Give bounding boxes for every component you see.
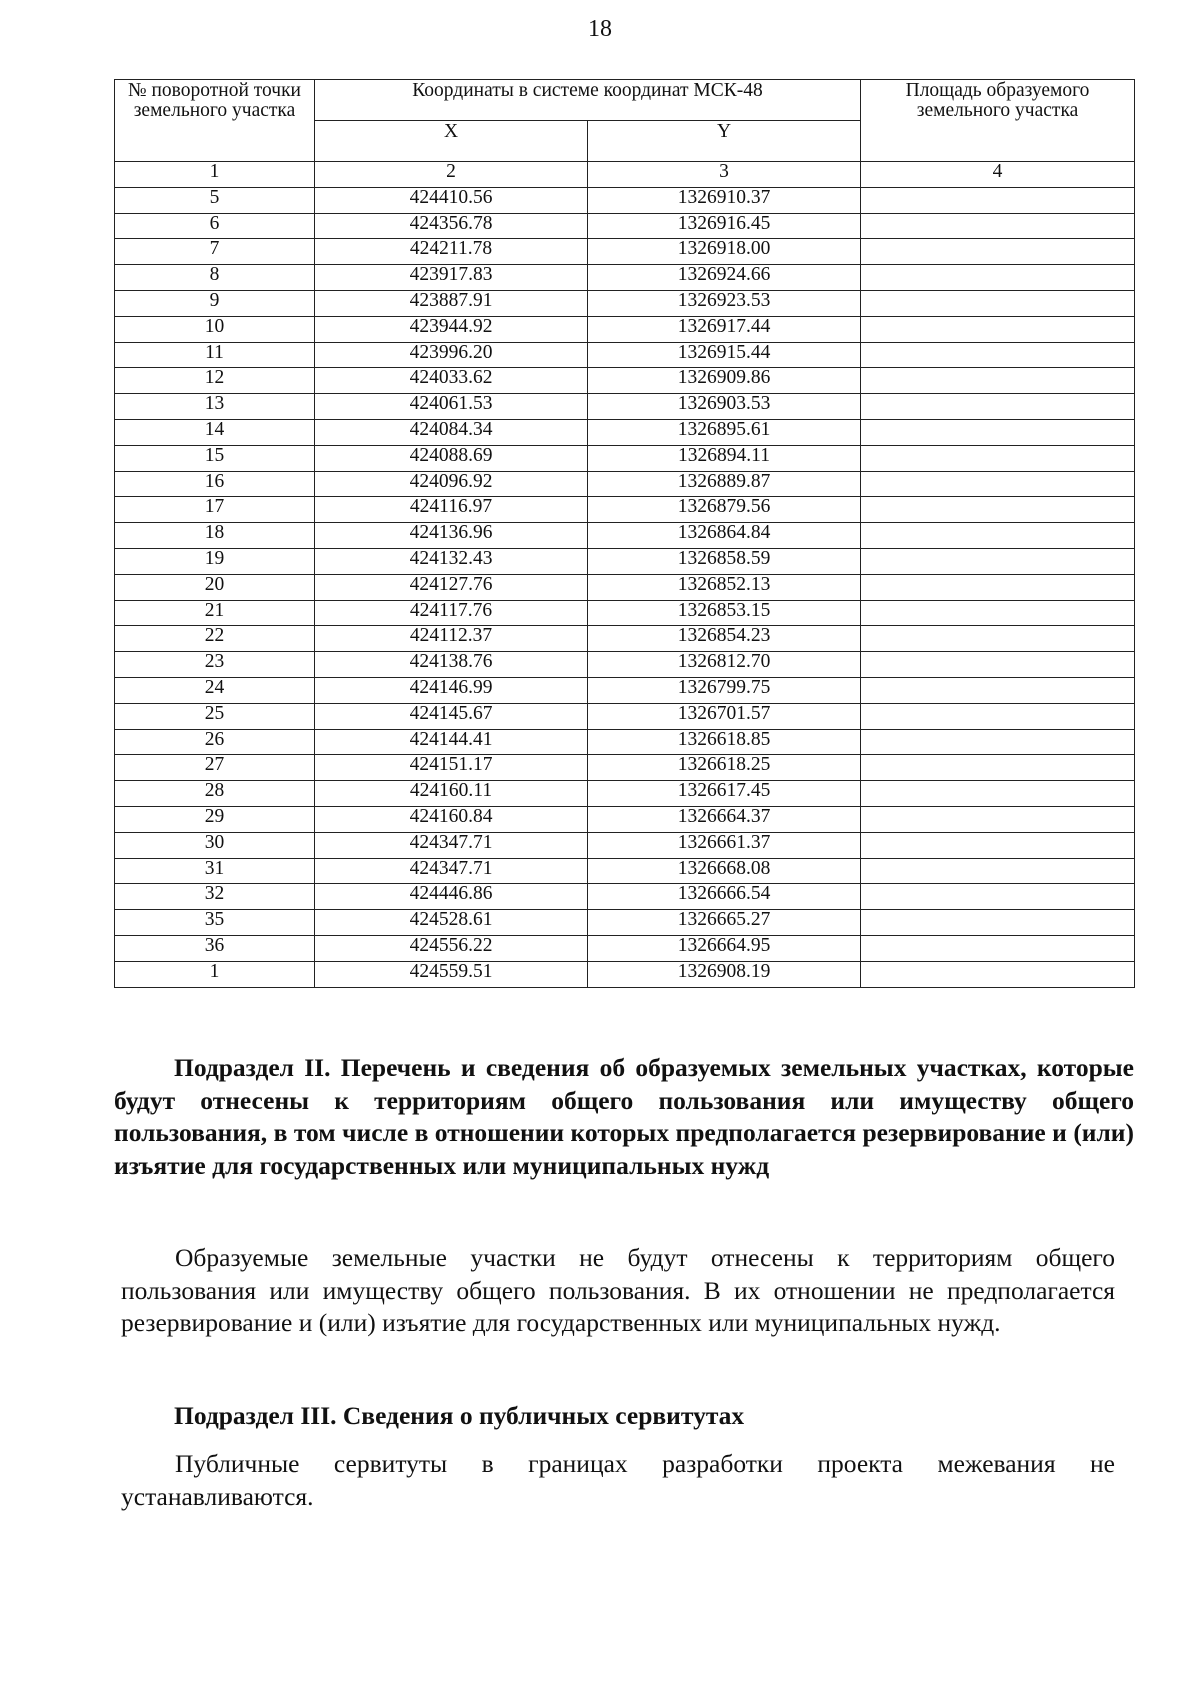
cell-y: 1326858.59	[588, 548, 861, 574]
column-number: 4	[861, 162, 1135, 188]
cell-point: 28	[115, 781, 315, 807]
cell-point: 17	[115, 497, 315, 523]
cell-area	[861, 755, 1135, 781]
cell-x: 423887.91	[315, 290, 588, 316]
cell-y: 1326894.11	[588, 445, 861, 471]
cell-point: 21	[115, 600, 315, 626]
cell-y: 1326915.44	[588, 342, 861, 368]
cell-area	[861, 213, 1135, 239]
cell-y: 1326618.25	[588, 755, 861, 781]
table-row	[115, 910, 1135, 936]
cell-y: 1326852.13	[588, 574, 861, 600]
cell-point: 9	[115, 290, 315, 316]
cell-y: 1326666.54	[588, 884, 861, 910]
table-row	[115, 290, 1135, 316]
cell-area	[861, 239, 1135, 265]
cell-area	[861, 187, 1135, 213]
cell-point: 7	[115, 239, 315, 265]
column-number: 1	[115, 162, 315, 188]
cell-point: 13	[115, 394, 315, 420]
cell-y: 1326909.86	[588, 368, 861, 394]
cell-point: 20	[115, 574, 315, 600]
cell-point: 8	[115, 265, 315, 291]
header-point-number: № поворотной точки земельного участка	[115, 80, 315, 162]
cell-point: 1	[115, 961, 315, 987]
column-number-row	[115, 162, 1135, 188]
cell-point: 32	[115, 884, 315, 910]
column-number: 2	[315, 162, 588, 188]
cell-point: 23	[115, 652, 315, 678]
cell-point: 35	[115, 910, 315, 936]
cell-y: 1326903.53	[588, 394, 861, 420]
table-row	[115, 832, 1135, 858]
cell-area	[861, 523, 1135, 549]
table-row	[115, 548, 1135, 574]
table-row	[115, 368, 1135, 394]
cell-y: 1326864.84	[588, 523, 861, 549]
cell-x: 424033.62	[315, 368, 588, 394]
cell-area	[861, 806, 1135, 832]
cell-y: 1326916.45	[588, 213, 861, 239]
cell-area	[861, 368, 1135, 394]
cell-area	[861, 910, 1135, 936]
cell-x: 424356.78	[315, 213, 588, 239]
table-row	[115, 600, 1135, 626]
table-row	[115, 806, 1135, 832]
cell-point: 19	[115, 548, 315, 574]
table-row	[115, 755, 1135, 781]
cell-x: 424151.17	[315, 755, 588, 781]
cell-x: 424116.97	[315, 497, 588, 523]
cell-point: 10	[115, 316, 315, 342]
cell-area	[861, 471, 1135, 497]
cell-x: 424528.61	[315, 910, 588, 936]
table-row	[115, 419, 1135, 445]
section-3-heading: Подраздел III. Сведения о публичных сервитутах	[174, 1401, 745, 1430]
cell-y: 1326924.66	[588, 265, 861, 291]
cell-x: 424347.71	[315, 832, 588, 858]
cell-area	[861, 548, 1135, 574]
cell-area	[861, 677, 1135, 703]
cell-x: 423917.83	[315, 265, 588, 291]
cell-x: 424347.71	[315, 858, 588, 884]
table-row	[115, 265, 1135, 291]
cell-area	[861, 652, 1135, 678]
cell-y: 1326618.85	[588, 729, 861, 755]
table-row	[115, 677, 1135, 703]
cell-area	[861, 419, 1135, 445]
cell-y: 1326664.95	[588, 935, 861, 961]
table-row	[115, 316, 1135, 342]
cell-x: 424145.67	[315, 703, 588, 729]
cell-x: 424446.86	[315, 884, 588, 910]
cell-y: 1326854.23	[588, 626, 861, 652]
section-2	[114, 1052, 1134, 1182]
cell-x: 424211.78	[315, 239, 588, 265]
header-x: X	[315, 121, 588, 162]
coordinates-table	[114, 79, 1135, 988]
cell-x: 423944.92	[315, 316, 588, 342]
cell-x: 424160.11	[315, 781, 588, 807]
cell-x: 424410.56	[315, 187, 588, 213]
header-area: Площадь образуемого земельного участка	[861, 80, 1135, 162]
table-header-row	[115, 80, 1135, 121]
cell-area	[861, 884, 1135, 910]
cell-area	[861, 445, 1135, 471]
cell-point: 26	[115, 729, 315, 755]
cell-x: 424559.51	[315, 961, 588, 987]
cell-y: 1326664.37	[588, 806, 861, 832]
table-row	[115, 213, 1135, 239]
cell-area	[861, 394, 1135, 420]
cell-x: 424138.76	[315, 652, 588, 678]
cell-y: 1326879.56	[588, 497, 861, 523]
table-row	[115, 574, 1135, 600]
column-number: 3	[588, 162, 861, 188]
cell-area	[861, 497, 1135, 523]
section-2-body: Образуемые земельные участки не будут отнесены к территориям общего пользования или имуществу общего пользования. В их отношении не предполагается резервирование и (или) изъятие для государственных или муниципальных нужд.	[121, 1243, 1115, 1337]
table-row	[115, 858, 1135, 884]
cell-y: 1326665.27	[588, 910, 861, 936]
cell-point: 18	[115, 523, 315, 549]
cell-area	[861, 316, 1135, 342]
cell-x: 424084.34	[315, 419, 588, 445]
table-row	[115, 342, 1135, 368]
section-3-body: Публичные сервитуты в границах разработки проекта межевания не устанавливаются.	[121, 1449, 1115, 1511]
table-row	[115, 394, 1135, 420]
cell-x: 424146.99	[315, 677, 588, 703]
table-row	[115, 729, 1135, 755]
cell-y: 1326910.37	[588, 187, 861, 213]
cell-area	[861, 265, 1135, 291]
cell-area	[861, 781, 1135, 807]
cell-point: 12	[115, 368, 315, 394]
cell-area	[861, 290, 1135, 316]
cell-point: 6	[115, 213, 315, 239]
cell-y: 1326923.53	[588, 290, 861, 316]
header-y: Y	[588, 121, 861, 162]
cell-point: 31	[115, 858, 315, 884]
cell-y: 1326617.45	[588, 781, 861, 807]
cell-point: 15	[115, 445, 315, 471]
cell-x: 424160.84	[315, 806, 588, 832]
cell-x: 424096.92	[315, 471, 588, 497]
cell-point: 24	[115, 677, 315, 703]
cell-area	[861, 703, 1135, 729]
cell-y: 1326917.44	[588, 316, 861, 342]
cell-x: 424127.76	[315, 574, 588, 600]
table-row	[115, 523, 1135, 549]
table-row	[115, 626, 1135, 652]
table-row	[115, 445, 1135, 471]
cell-x: 424556.22	[315, 935, 588, 961]
cell-y: 1326889.87	[588, 471, 861, 497]
cell-x: 424112.37	[315, 626, 588, 652]
table-row	[115, 935, 1135, 961]
cell-x: 424144.41	[315, 729, 588, 755]
cell-y: 1326908.19	[588, 961, 861, 987]
table-row	[115, 703, 1135, 729]
cell-x: 424061.53	[315, 394, 588, 420]
cell-y: 1326668.08	[588, 858, 861, 884]
cell-area	[861, 626, 1135, 652]
section-3-body-block	[121, 1448, 1115, 1513]
cell-x: 424117.76	[315, 600, 588, 626]
cell-area	[861, 729, 1135, 755]
cell-point: 5	[115, 187, 315, 213]
cell-y: 1326853.15	[588, 600, 861, 626]
cell-point: 27	[115, 755, 315, 781]
cell-point: 16	[115, 471, 315, 497]
cell-y: 1326661.37	[588, 832, 861, 858]
cell-area	[861, 342, 1135, 368]
cell-area	[861, 832, 1135, 858]
page-number: 18	[588, 16, 612, 42]
cell-y: 1326918.00	[588, 239, 861, 265]
cell-y: 1326701.57	[588, 703, 861, 729]
cell-area	[861, 961, 1135, 987]
cell-area	[861, 935, 1135, 961]
cell-point: 25	[115, 703, 315, 729]
cell-x: 424132.43	[315, 548, 588, 574]
cell-point: 30	[115, 832, 315, 858]
table-row	[115, 652, 1135, 678]
cell-x: 424088.69	[315, 445, 588, 471]
cell-y: 1326812.70	[588, 652, 861, 678]
table-row	[115, 884, 1135, 910]
cell-area	[861, 600, 1135, 626]
table-row	[115, 781, 1135, 807]
cell-point: 14	[115, 419, 315, 445]
table-row	[115, 187, 1135, 213]
cell-point: 36	[115, 935, 315, 961]
table-row	[115, 471, 1135, 497]
section-2-heading: Подраздел II. Перечень и сведения об образуемых земельных участках, которые будут отнесены к территориям общего пользования или имуществу общего пользования, в том числе в отношении которых предполагается резервирование и (или) изъятие для государственных или муниципальных нужд	[114, 1053, 1134, 1180]
cell-x: 423996.20	[315, 342, 588, 368]
cell-area	[861, 858, 1135, 884]
cell-y: 1326799.75	[588, 677, 861, 703]
table-row	[115, 961, 1135, 987]
cell-y: 1326895.61	[588, 419, 861, 445]
cell-point: 29	[115, 806, 315, 832]
table-row	[115, 239, 1135, 265]
cell-point: 22	[115, 626, 315, 652]
header-coordinates-group: Координаты в системе координат МСК-48	[315, 80, 861, 121]
section-2-body-block	[121, 1242, 1115, 1340]
table-row	[115, 497, 1135, 523]
cell-x: 424136.96	[315, 523, 588, 549]
cell-area	[861, 574, 1135, 600]
cell-point: 11	[115, 342, 315, 368]
